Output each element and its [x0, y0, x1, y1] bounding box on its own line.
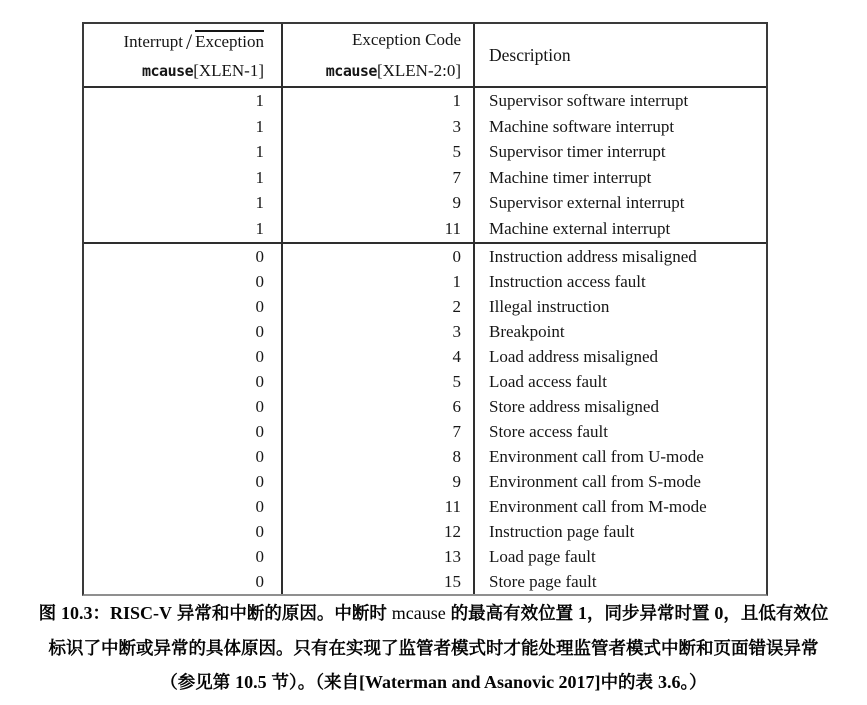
caption-text-segment: mcause [391, 603, 446, 623]
interrupt-bit-cell: 0 [84, 294, 283, 319]
caption-line-3 [0, 666, 867, 701]
mcause-msb-bits: [XLEN-1] [193, 61, 264, 80]
description-cell: Machine external interrupt [489, 218, 671, 238]
table-row [84, 519, 766, 544]
description-cell: Load address misaligned [489, 346, 659, 366]
table-row [84, 369, 766, 394]
description-cell: Store access fault [489, 421, 608, 441]
interrupt-bit-cell: 0 [84, 544, 283, 569]
description-cell: Supervisor timer interrupt [489, 142, 666, 162]
exception-code-cell: 5 [283, 139, 475, 165]
exception-code-cell: 7 [283, 165, 475, 191]
table-row [84, 469, 766, 494]
table-row [84, 139, 766, 165]
header-interrupt-exception [84, 24, 283, 86]
interrupt-bit-cell: 0 [84, 494, 283, 519]
caption-text-segment: 3.6 [657, 672, 681, 692]
exception-code-cell: 12 [283, 519, 475, 544]
caption-text-segment: 的最高有效位置 [445, 603, 578, 623]
header-description [475, 24, 766, 86]
interrupt-bit-cell: 1 [84, 165, 283, 191]
mcause-lsb-bits: [XLEN-2:0] [376, 61, 461, 80]
interrupt-bit-cell: 1 [84, 190, 283, 216]
caption-text-segment: 节）。（来自 [266, 672, 360, 692]
exception-code-title: Exception Code [351, 30, 461, 49]
exception-code-cell: 11 [283, 216, 475, 242]
description-cell: Machine software interrupt [489, 116, 675, 136]
exception-code-cell: 4 [283, 344, 475, 369]
interrupt-bit-cell: 1 [84, 114, 283, 140]
figure-caption [0, 597, 867, 701]
caption-text-segment: 10.5 [235, 672, 267, 692]
caption-text-segment: ，同步异常时置 [586, 603, 715, 623]
table-row [84, 216, 766, 242]
caption-text-segment: 标识了中断或异常的具体原因。只有在实现了监管者模式时才能处理监管者模式中断和页面错误异常 [48, 637, 819, 658]
description-cell: Illegal instruction [489, 296, 610, 316]
caption-text-segment: 。） [680, 672, 707, 692]
caption-text-segment: 图 [38, 603, 62, 623]
caption-line-2 [0, 632, 867, 667]
interrupt-label: Interrupt [123, 32, 183, 51]
interrupt-bit-cell: 1 [84, 88, 283, 114]
table-row [84, 244, 766, 269]
caption-line-1 [0, 597, 867, 632]
header-exception-code [283, 24, 475, 86]
exception-rows-group [84, 242, 766, 594]
mcause-table [82, 22, 768, 596]
table-row [84, 190, 766, 216]
interrupt-bit-cell: 1 [84, 139, 283, 165]
interrupt-bit-cell: 0 [84, 519, 283, 544]
description-cell: Store page fault [489, 571, 597, 591]
table-row [84, 494, 766, 519]
exception-code-cell: 7 [283, 419, 475, 444]
exception-code-cell: 3 [283, 319, 475, 344]
table-row [84, 165, 766, 191]
exception-code-cell: 1 [283, 269, 475, 294]
exception-code-cell: 8 [283, 444, 475, 469]
table-row [84, 444, 766, 469]
description-cell: Machine timer interrupt [489, 167, 652, 187]
table-row [84, 544, 766, 569]
description-cell: Environment call from M-mode [489, 496, 707, 516]
description-cell: Environment call from S-mode [489, 471, 701, 491]
caption-text-segment: [Waterman and Asanovic 2017] [359, 672, 601, 692]
interrupt-rows-group [84, 88, 766, 242]
exception-code-cell: 0 [283, 244, 475, 269]
interrupt-bit-cell: 0 [84, 244, 283, 269]
interrupt-bit-cell: 0 [84, 369, 283, 394]
description-cell: Supervisor software interrupt [489, 91, 689, 110]
description-cell: Load access fault [489, 371, 607, 391]
description-cell: Load page fault [489, 546, 596, 566]
table-row [84, 419, 766, 444]
table-row [84, 269, 766, 294]
table-row [84, 294, 766, 319]
exception-code-cell: 15 [283, 569, 475, 594]
description-cell: Environment call from U-mode [489, 446, 704, 466]
description-cell: Store address misaligned [489, 396, 659, 416]
interrupt-bit-cell: 1 [84, 216, 283, 242]
interrupt-bit-cell: 0 [84, 394, 283, 419]
slash-glyph: / [185, 29, 193, 54]
interrupt-bit-cell: 0 [84, 319, 283, 344]
table-row [84, 114, 766, 140]
table-header-row [84, 24, 766, 88]
exception-code-cell: 3 [283, 114, 475, 140]
header-interrupt-exception-title [84, 30, 264, 52]
mcause-register-name: mcause [142, 62, 194, 80]
description-cell: Instruction access fault [489, 271, 646, 291]
interrupt-bit-cell: 0 [84, 569, 283, 594]
table-row [84, 394, 766, 419]
exception-overlined-label: Exception [195, 32, 264, 51]
interrupt-bit-cell: 0 [84, 269, 283, 294]
interrupt-bit-cell: 0 [84, 344, 283, 369]
description-cell: Instruction address misaligned [489, 246, 697, 266]
caption-text-segment: （参见第 [160, 672, 236, 692]
caption-text-segment: 异常和中断的原因。中断时 [172, 603, 392, 623]
table-row [84, 569, 766, 594]
description-title: Description [489, 44, 571, 65]
exception-code-cell: 9 [283, 469, 475, 494]
caption-text-segment: ： [92, 603, 111, 623]
table-row [84, 344, 766, 369]
mcause-register-name: mcause [325, 62, 377, 80]
caption-text-segment: 0 [714, 603, 724, 623]
description-cell: Breakpoint [489, 321, 565, 341]
table-row [84, 88, 766, 114]
exception-code-cell: 2 [283, 294, 475, 319]
interrupt-bit-cell: 0 [84, 469, 283, 494]
interrupt-bit-cell: 0 [84, 419, 283, 444]
header-mcause-msb [84, 61, 264, 81]
exception-code-cell: 6 [283, 394, 475, 419]
caption-text-segment: 1 [577, 603, 587, 623]
caption-text-segment: 中的表 [600, 672, 658, 692]
caption-text-segment: ，且低有效位 [723, 603, 829, 623]
header-mcause-lsb [283, 61, 461, 81]
table-row [84, 319, 766, 344]
exception-code-cell: 5 [283, 369, 475, 394]
interrupt-bit-cell: 0 [84, 444, 283, 469]
caption-text-segment: RISC-V [110, 603, 173, 623]
exception-code-cell: 9 [283, 190, 475, 216]
caption-text-segment: 10.3 [61, 603, 93, 623]
description-cell: Supervisor external interrupt [489, 193, 685, 213]
description-cell: Instruction page fault [489, 521, 635, 541]
exception-code-cell: 1 [283, 88, 475, 114]
exception-code-cell: 11 [283, 494, 475, 519]
exception-code-cell: 13 [283, 544, 475, 569]
